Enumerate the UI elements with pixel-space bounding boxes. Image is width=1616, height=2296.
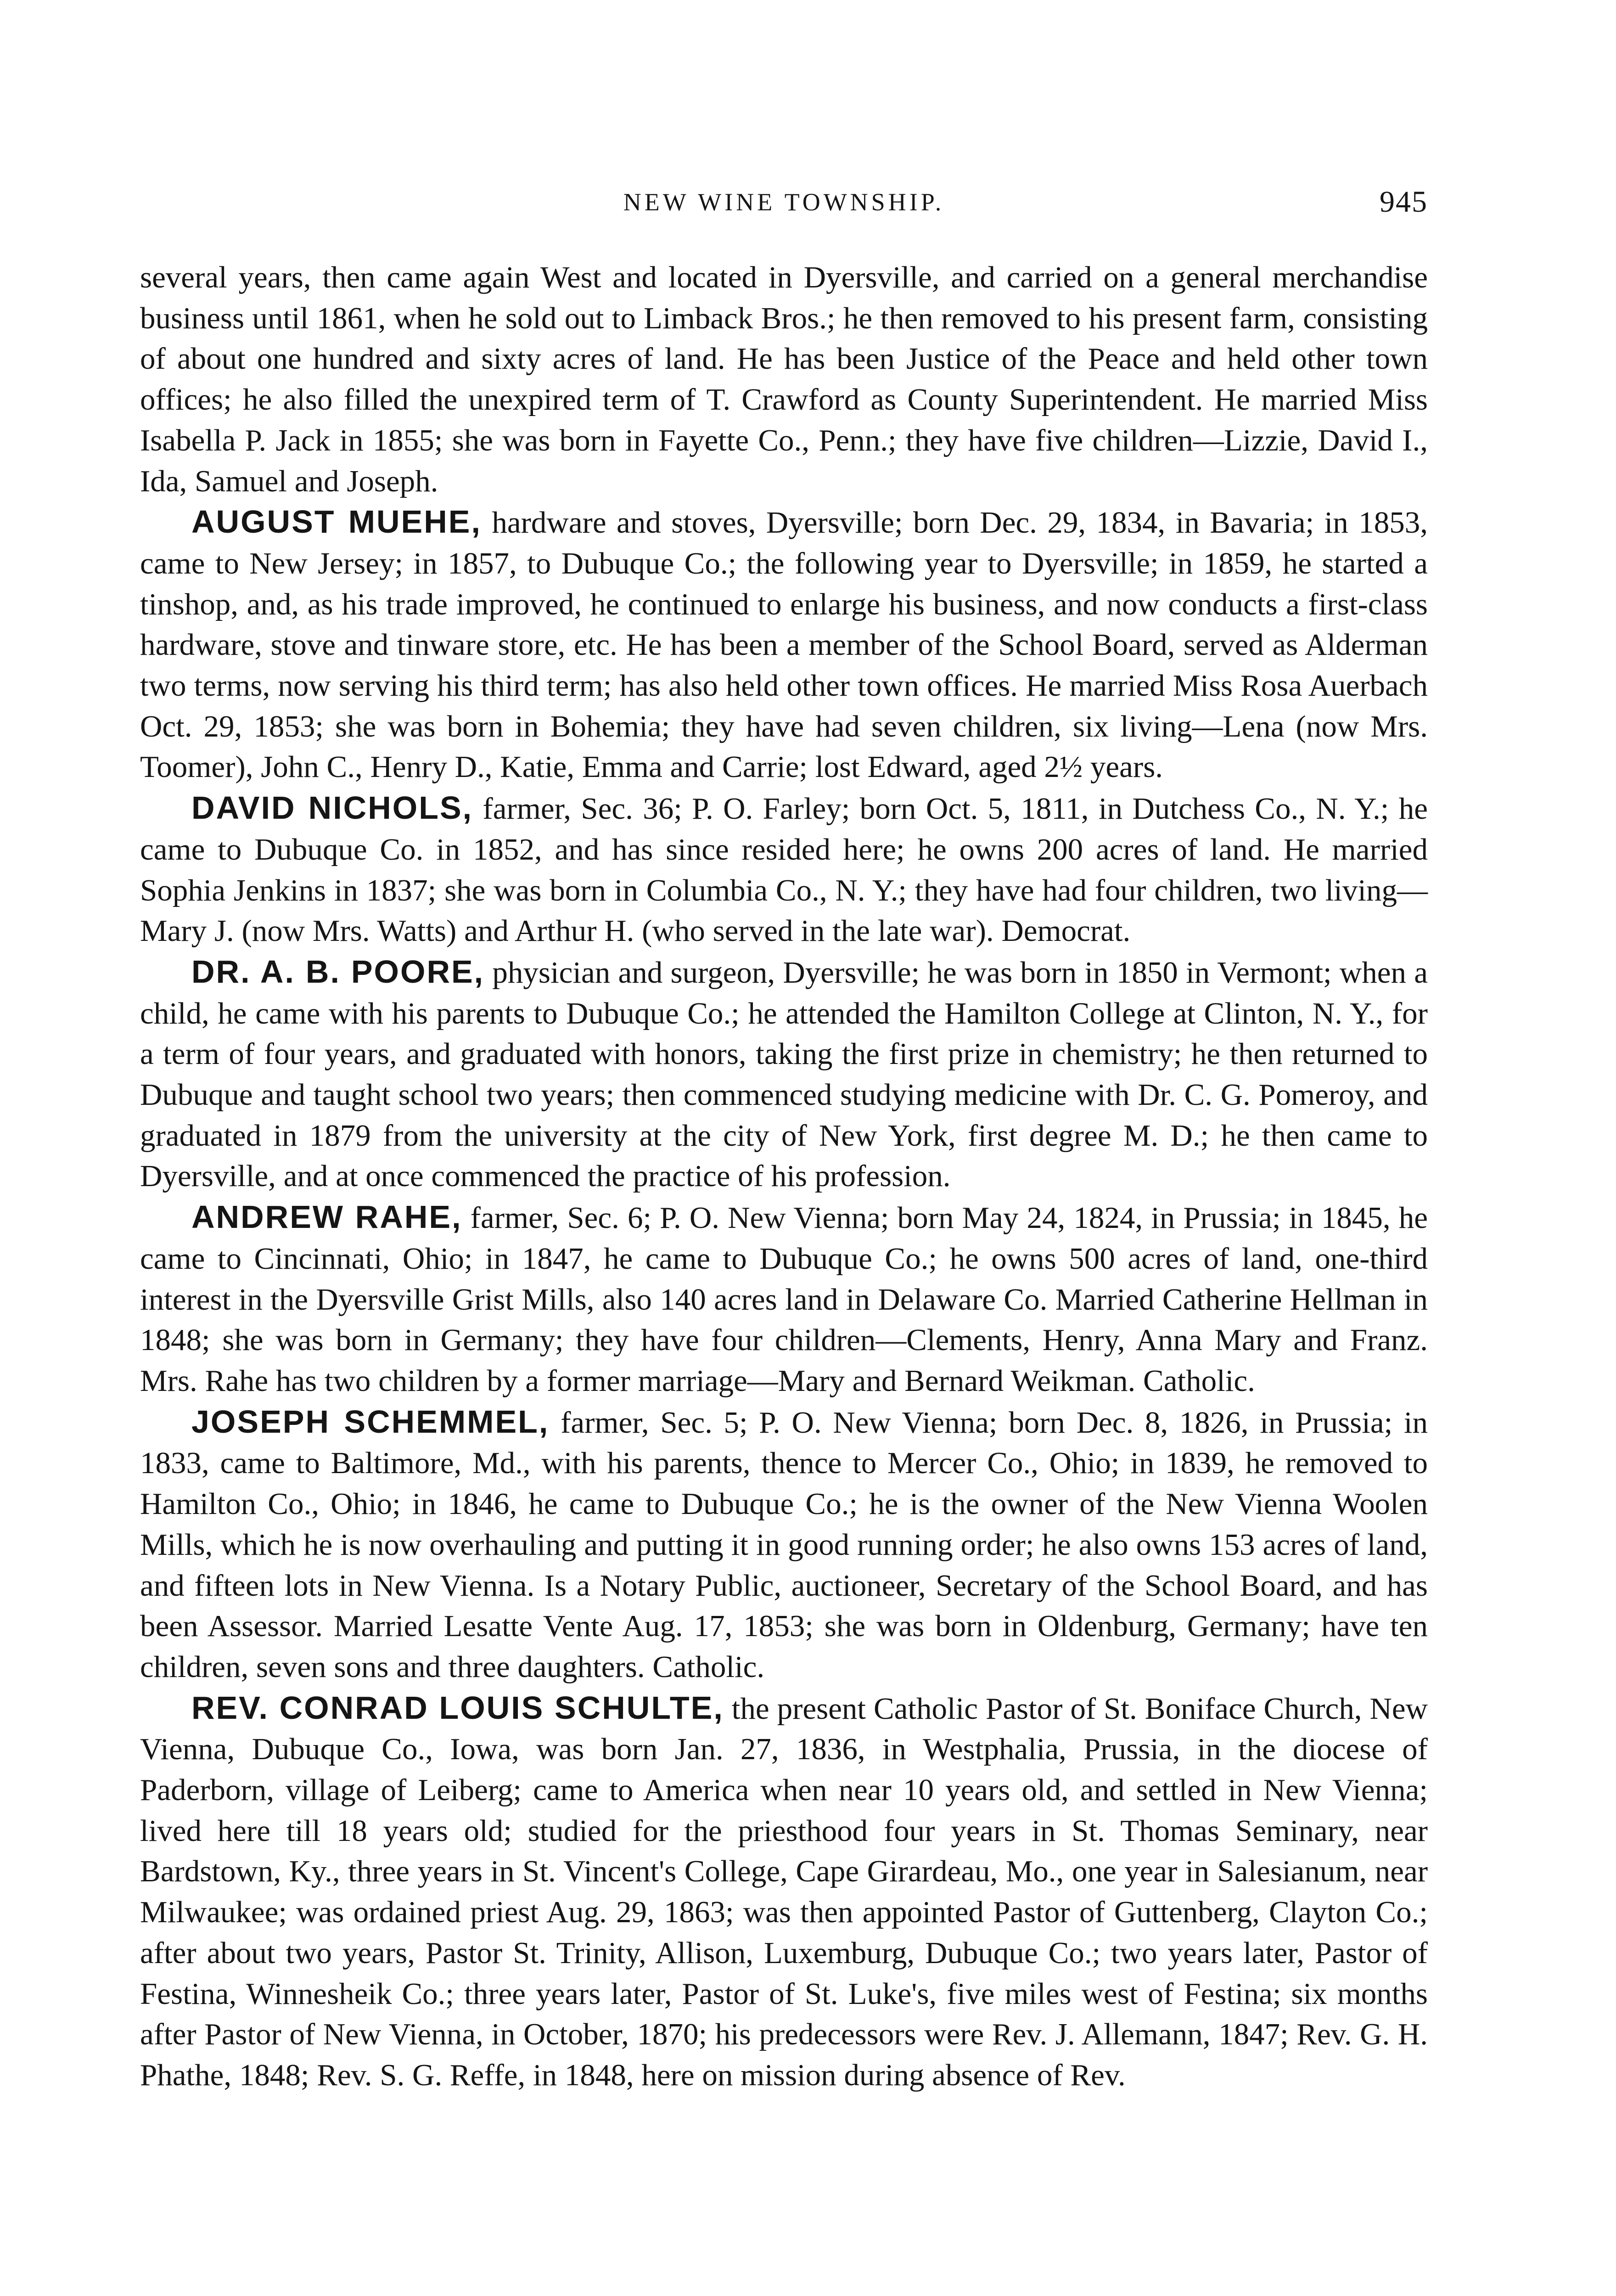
biography-entry-poore	[140, 951, 1428, 1197]
entry-text: farmer, Sec. 36; P. O. Farley; born Oct. 5, 1811, in Dutchess Co., N. Y.; he came to Dubuque Co. in 1852, and has since resided here; he owns 200 acres of land. He married Sophia Jenkins in 1837; she was born in Columbia Co., N. Y.; they have had four children, two living—Mary J. (now Mrs. Watts) and Arthur H. (who served in the late war). Democrat.	[140, 792, 1428, 948]
biography-entry-schulte	[140, 1688, 1428, 2096]
biography-entry-nichols	[140, 788, 1428, 951]
entry-name: ANDREW RAHE,	[191, 1199, 462, 1235]
continuation-paragraph: several years, then came again West and located in Dyersville, and carried on a general merchandise business until 1861, when he sold out to Limback Bros.; he then removed to his present farm, consisting of about one hundred and sixty acres of land. He has been Justice of the Peace and held other town offices; he also filled the unexpired term of T. Crawford as County Superintendent. He married Miss Isabella P. Jack in 1855; she was born in Fayette Co., Penn.; they have five children—Lizzie, David I., Ida, Samuel and Joseph.	[140, 260, 1428, 498]
entry-name: JOSEPH SCHEMMEL,	[191, 1403, 550, 1440]
entry-name: DR. A. B. POORE,	[191, 953, 485, 990]
running-header	[140, 184, 1428, 220]
entry-text: physician and surgeon, Dyersville; he was born in 1850 in Vermont; when a child, he came with his parents to Dubuque Co.; he attended the Hamilton College at Clinton, N. Y., for a term of four years, and graduated with honors, taking the first prize in chemistry; he then returned to Dubuque and taught school two years; then commenced studying medicine with Dr. C. G. Pomeroy, and graduated in 1879 from the university at the city of New York, first degree M. D.; he then came to Dyersville, and at once commenced the practice of his profession.	[140, 955, 1428, 1193]
entry-text: hardware and stoves, Dyersville; born Dec. 29, 1834, in Bavaria; in 1853, came to New Jersey; in 1857, to Dubuque Co.; the following year to Dyersville; in 1859, he started a tinshop, and, as his trade improved, he continued to enlarge his business, and now conducts a first-class hardware, stove and tinware store, etc. He has been a member of the School Board, served as Alderman two terms, now serving his third term; has also held other town offices. He married Miss Rosa Auerbach Oct. 29, 1853; she was born in Bohemia; they have had seven children, six living—Lena (now Mrs. Toomer), John C., Henry D., Katie, Emma and Carrie; lost Edward, aged 2½ years.	[140, 506, 1428, 784]
entry-text: the present Catholic Pastor of St. Boniface Church, New Vienna, Dubuque Co., Iowa, was born Jan. 27, 1836, in Westphalia, Prussia, in the diocese of Paderborn, village of Leiberg; came to America when near 10 years old, and settled in New Vienna; lived here till 18 years old; studied for the priesthood four years in St. Thomas Seminary, near Bardstown, Ky., three years in St. Vincent's College, Cape Girardeau, Mo., one year in Salesianum, near Milwaukee; was ordained priest Aug. 29, 1863; was then appointed Pastor of Guttenberg, Clayton Co.; after about two years, Pastor St. Trinity, Allison, Luxemburg, Dubuque Co.; two years later, Pastor of Festina, Winnesheik Co.; three years later, Pastor of St. Luke's, five miles west of Festina; six months after Pastor of New Vienna, in October, 1870; his predecessors were Rev. J. Allemann, 1847; Rev. G. H. Phathe, 1848; Rev. S. G. Reffe, in 1848, here on mission during absence of Rev.	[140, 1691, 1428, 2092]
biography-entry-rahe	[140, 1197, 1428, 1401]
entry-name: AUGUST MUEHE,	[191, 504, 482, 540]
entry-name: DAVID NICHOLS,	[191, 790, 473, 826]
biography-entry-schemmel	[140, 1401, 1428, 1688]
entry-text: farmer, Sec. 6; P. O. New Vienna; born May 24, 1824, in Prussia; in 1845, he came to Cincinnati, Ohio; in 1847, he came to Dubuque Co.; he owns 500 acres of land, one-third interest in the Dyersville Grist Mills, also 140 acres land in Delaware Co. Married Catherine Hellman in 1848; she was born in Germany; they have four children—Clements, Henry, Anna Mary and Franz. Mrs. Rahe has two children by a former marriage—Mary and Bernard Weikman. Catholic.	[140, 1201, 1428, 1398]
running-title: NEW WINE TOWNSHIP.	[623, 188, 945, 216]
biography-entry-muehe	[140, 501, 1428, 788]
entry-text: farmer, Sec. 5; P. O. New Vienna; born Dec. 8, 1826, in Prussia; in 1833, came to Baltimore, Md., with his parents, thence to Mercer Co., Ohio; in 1839, he removed to Hamilton Co., Ohio; in 1846, he came to Dubuque Co.; he is the owner of the New Vienna Woolen Mills, which he is now overhauling and putting it in good running order; he also owns 153 acres of land, and fifteen lots in New Vienna. Is a Notary Public, auctioneer, Secretary of the School Board, and has been Assessor. Married Lesatte Vente Aug. 17, 1853; she was born in Oldenburg, Germany; have ten children, seven sons and three daughters. Catholic.	[140, 1405, 1428, 1684]
biography-column	[140, 257, 1428, 2096]
page-number: 945	[1380, 185, 1428, 219]
entry-name: REV. CONRAD LOUIS SCHULTE,	[191, 1689, 724, 1726]
